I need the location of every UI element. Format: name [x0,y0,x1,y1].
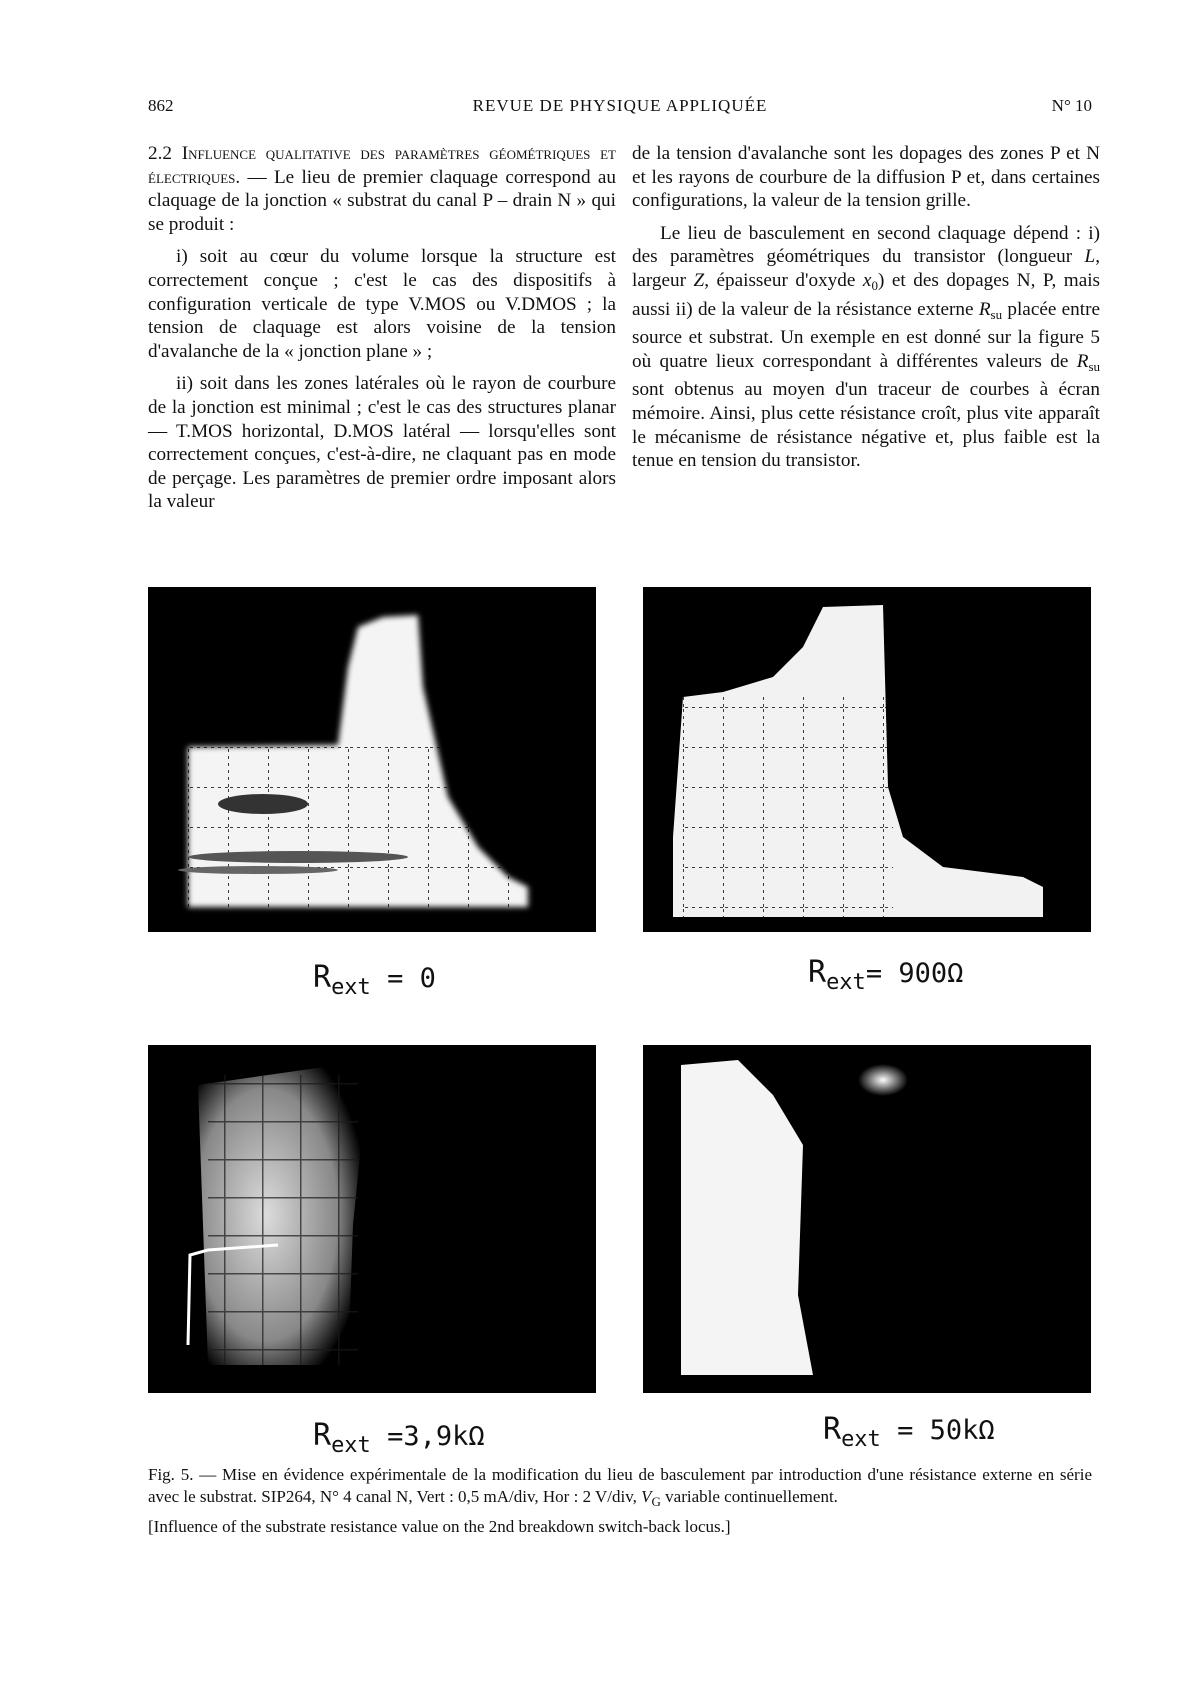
oscillogram-r0 [148,587,596,932]
label-rext-3k9: $R_{ext} =3,9k\Omega$ [313,1418,485,1458]
section-title: Influence qualitative des paramètres géométriques et électriques. [148,143,616,188]
left-column [148,142,616,523]
oscillogram-r3k9-image [148,1045,596,1393]
right-column [632,142,1100,482]
oscillogram-r50k-image [643,1045,1091,1393]
oscillogram-r3k9 [148,1045,596,1393]
running-header [148,96,1092,118]
figure-number: Fig. 5. [148,1465,194,1484]
issue-number: N° 10 [1051,96,1092,115]
figure-caption-english: [Influence of the substrate resistance value on the 2nd breakdown switch-back locus.] [148,1517,731,1536]
switchback-paragraph: Le lieu de basculement en second claquage dépend : i) des paramètres géométriques du transistor (longueur L, largeur Z, épaisseur d'oxyde $x_0$) et des dopages N, P, mais aussi ii) de la valeur de la résistance externe $R_{su}$ placée entre source et substrat. Un exemple en est donné sur la figure 5 où quatre lieux correspondant à différentes valeurs de $R_{su}$ sont obtenus au moyen d'un traceur de courbes à écran mémoire. Ainsi, plus cette résistance croît, plus vite apparaît le mécanisme de résistance négative et, plus faible est la tenue en tension du transistor. [632,222,1101,472]
label-rext-0: $R_{ext} = 0$ [313,960,436,1000]
oscillogram-r50k [643,1045,1091,1393]
figure-caption: Fig. 5. — Mise en évidence expérimentale de la modification du lieu de basculement par introduction d'une résistance externe en série avec le substrat. SIP264, N° 4 canal N, Vert : 0,5 mA/div, Hor : 2 V/div, $V_G$ variable continuellement. [148,1465,1092,1509]
section-number: 2.2 [148,143,172,164]
item-i-paragraph: i) soit au cœur du volume lorsque la structure est correctement conçue ; c'est le cas des dispositifs à configuration verticale de type V.MOS ou V.DMOS ; la tension de claquage est alors voisine de la tension d'avalanche de la « jonction plane » ; [148,246,616,362]
oscillogram-r900 [643,587,1091,932]
section-paragraph [148,142,616,236]
oscillogram-r0-image [148,587,596,932]
journal-title: REVUE DE PHYSIQUE APPLIQUÉE [472,96,768,115]
label-rext-50k: $R_{ext} = 50k\Omega$ [823,1412,995,1452]
section-intro: — Le lieu de premier claquage correspond au claquage de la jonction « substrat du canal P – drain N » qui se produit : [148,166,616,235]
page-number: 862 [148,96,174,115]
continuation-paragraph: de la tension d'avalanche sont les dopages des zones P et N et les rayons de courbure de la diffusion P et, dans certaines configurations, la valeur de la tension grille. [632,143,1100,212]
oscillogram-r900-image [643,587,1091,932]
item-ii-paragraph: ii) soit dans les zones latérales où le rayon de courbure de la jonction est minimal ; c'est le cas des structures planar — T.MOS horizontal, D.MOS latéral — lorsqu'elles sont correctement conçues, c'est-à-dire, ne claquant pas en mode de perçage. Les paramètres de premier ordre imposant alors la valeur [148,373,616,513]
label-rext-900: $R_{ext}= 900\Omega$ [808,955,964,995]
